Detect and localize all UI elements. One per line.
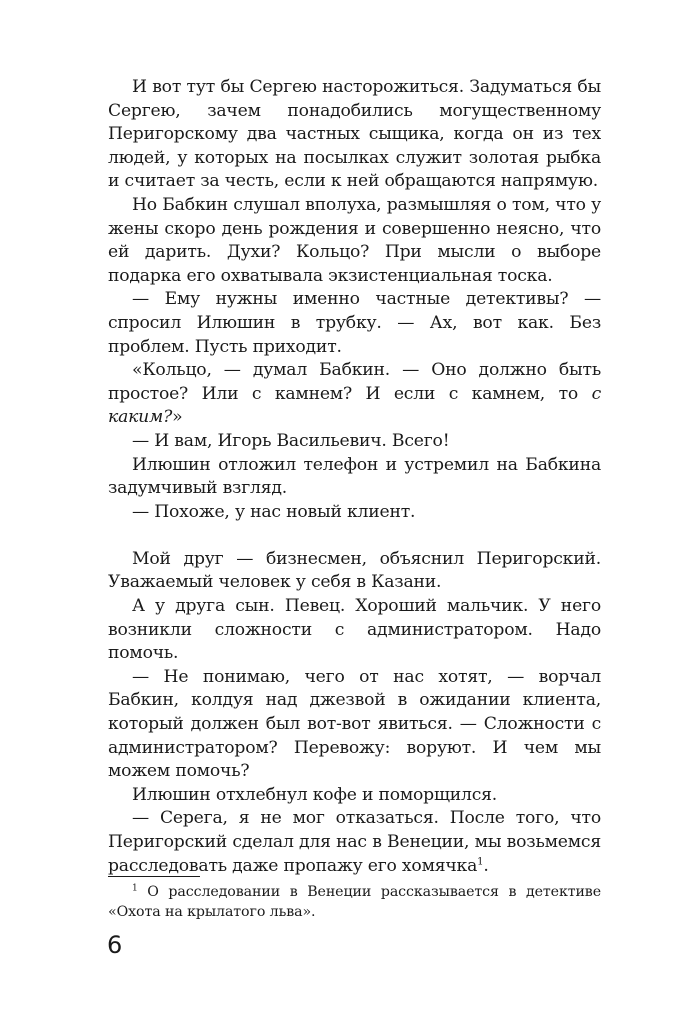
paragraph: — И вам, Игорь Васильевич. Всего! bbox=[132, 430, 450, 451]
paragraph: А у друга сын. Певец. Хороший мальчик. У него возникли сложности с администратором. Надо помочь. bbox=[108, 596, 601, 664]
paragraph: Но Бабкин слушал вполуха, размышляя о том, что у жены скоро день рождения и совершенно неясно, что ей дарить. Духи? Кольцо? При мысли о выборе подарка его охватывала экзистенциальная тоска. bbox=[108, 194, 601, 286]
footnote-reference[interactable]: 1 bbox=[477, 855, 484, 867]
ring-quote-end: » bbox=[172, 407, 183, 428]
paragraph: Илюшин отхлебнул кофе и поморщился. bbox=[132, 784, 498, 805]
page-body bbox=[108, 76, 601, 878]
ring-quote-italic: с каким? bbox=[108, 383, 601, 428]
paragraph: И вот тут бы Сергею насторожиться. Задуматься бы Сергею, зачем понадобились могущественному Перигорскому два частных сыщика, когда он из тех людей, у которых на посылках служит золотая рыбка и считает за честь, если к ней обращаются напрямую. bbox=[108, 77, 601, 192]
footnote-rule bbox=[108, 876, 200, 877]
footnote-text: О расследовании в Венеции рассказывается в детективе «Охота на крылатого льва». bbox=[108, 884, 601, 920]
paragraph: — Похоже, у нас новый клиент. bbox=[132, 501, 416, 522]
paragraph: — Не понимаю, чего от нас хотят, — ворчал Бабкин, колдуя над джезвой в ожидании клиента, который должен был вот-вот явиться. — Сложности с администратором? Перевожу: воруют. И чем мы можем помочь? bbox=[108, 666, 601, 782]
section-break bbox=[108, 524, 601, 548]
page-number: 6 bbox=[107, 931, 123, 959]
last-paragraph bbox=[108, 807, 601, 878]
ring-quote-paragraph bbox=[108, 359, 601, 430]
paragraph: — Ему нужны именно частные детективы? — спросил Илюшин в трубку. — Ах, вот как. Без проблем. Пусть приходит. bbox=[108, 289, 601, 357]
last-paragraph-end: . bbox=[483, 855, 489, 876]
footnote bbox=[108, 882, 601, 922]
last-paragraph-text: — Серега, я не мог отказаться. После того, что Перигорский сделал для нас в Венеции, мы возьмемся расследовать даже пропажу его хомячка bbox=[108, 808, 601, 876]
paragraph: Мой друг — бизнесмен, объяснил Перигорский. Уважаемый человек у себя в Казани. bbox=[108, 548, 601, 593]
footnote-mark: 1 bbox=[132, 883, 138, 894]
ring-quote-start: «Кольцо, — думал Бабкин. — Оно должно быть простое? Или с камнем? И если с камнем, то bbox=[108, 360, 601, 404]
paragraph: Илюшин отложил телефон и устремил на Бабкина задумчивый взгляд. bbox=[108, 454, 601, 499]
